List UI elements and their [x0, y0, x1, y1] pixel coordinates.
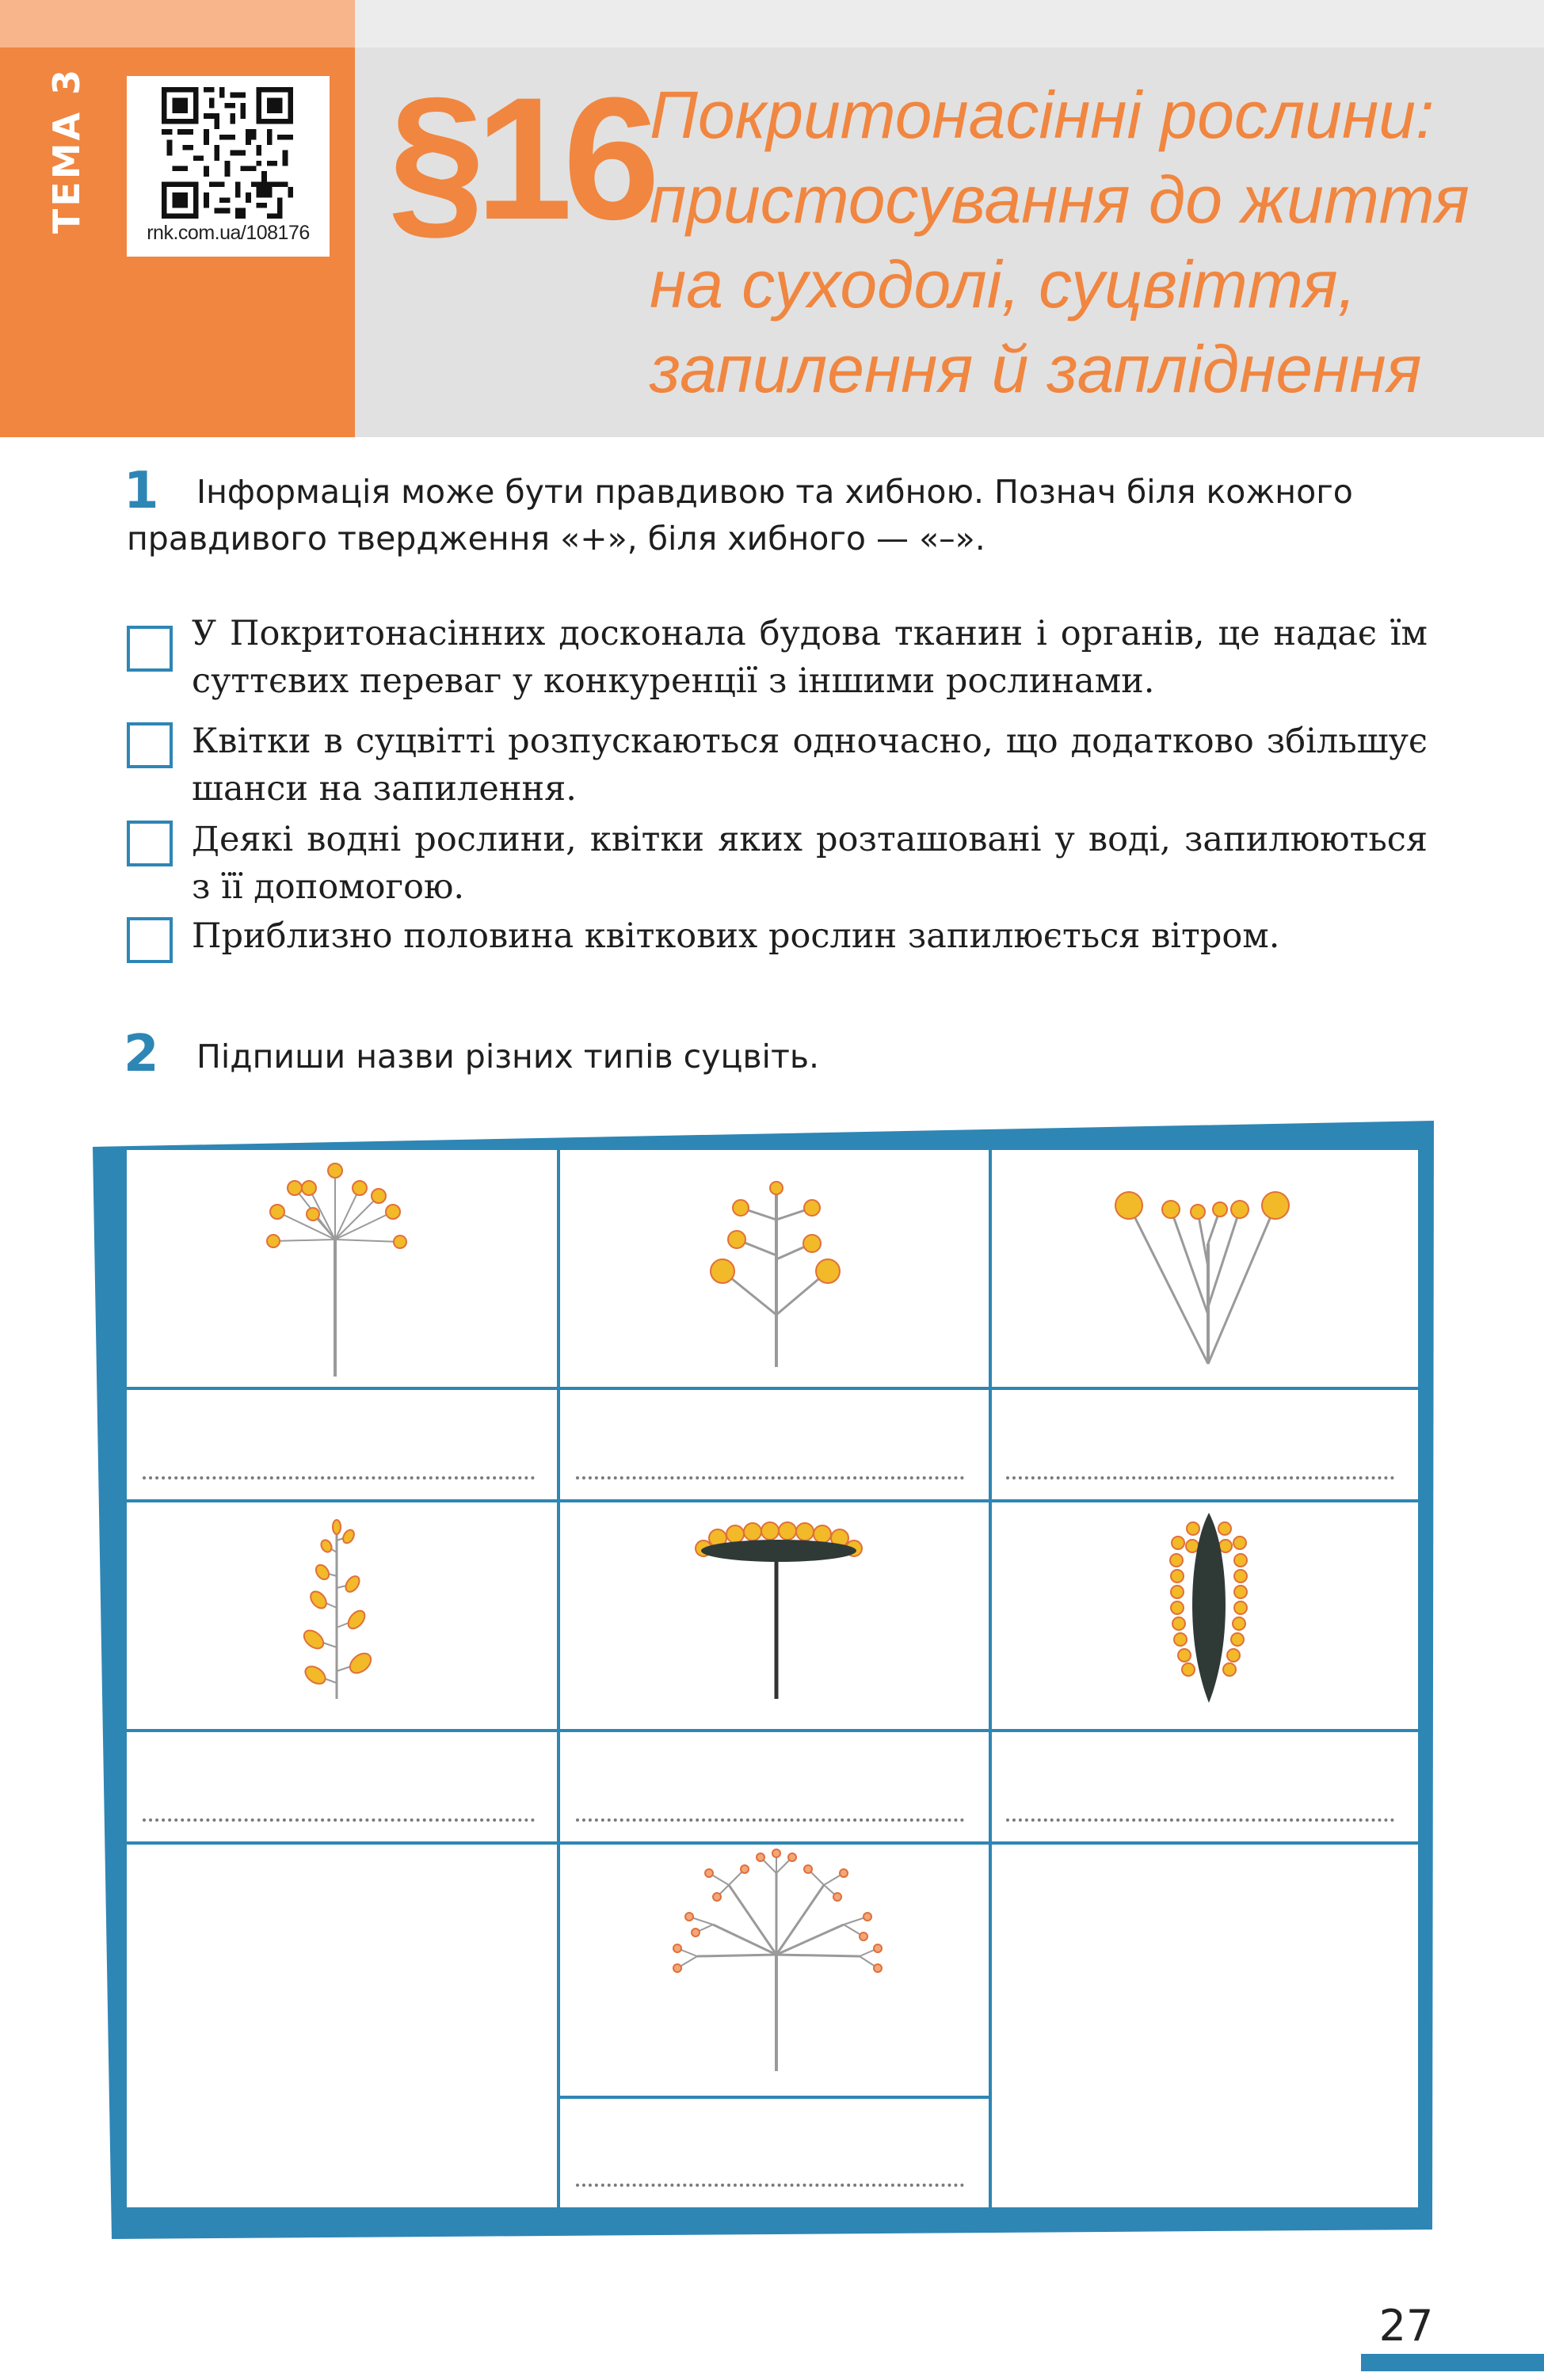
answer-line-3[interactable]: [1006, 1476, 1394, 1479]
answer-line-1[interactable]: [143, 1476, 535, 1479]
statement-1: У Покритонасінних досконала будова тканин і органів, це надає їм суттєвих переваг у конкуренції з іншими рослинами.: [192, 614, 1428, 701]
page-title: Покритонасінні рослини: пристосування до життя на суходолі, суцвіття, запилення й запліднення: [650, 78, 1470, 406]
statement-3: Деякі водні рослини, квітки яких розташовані у воді, запилюються з її допомогою.: [192, 820, 1428, 907]
task-2-number: 2: [124, 1025, 159, 1083]
answer-line-7[interactable]: [576, 2184, 964, 2187]
answer-line-2[interactable]: [576, 1476, 964, 1479]
answer-line-6[interactable]: [1006, 1818, 1394, 1822]
topic-label: ТЕМА 3: [45, 67, 88, 234]
paragraph-number: §16: [388, 61, 651, 256]
footer-bar: [1361, 2354, 1544, 2371]
statement-2: Квітки в суцвітті розпускаються одночасно, що додатково збільшує шанси на запилення.: [192, 722, 1428, 809]
task-1-prompt: Інформація може бути правдивою та хибною. Познач біля кожного правдивого твердження «+», біля хибного — «–».: [127, 473, 1353, 558]
answer-line-5[interactable]: [576, 1818, 964, 1822]
page-number: 27: [1378, 2301, 1434, 2351]
qr-url[interactable]: rnk.com.ua/108176: [147, 222, 310, 244]
task-1-number: 1: [124, 462, 159, 520]
answer-line-4[interactable]: [143, 1818, 535, 1822]
task-2-prompt: Підпиши назви різних типів суцвіть.: [196, 1038, 820, 1076]
statement-4: Приблизно половина квіткових рослин запилюється вітром.: [192, 916, 1280, 956]
